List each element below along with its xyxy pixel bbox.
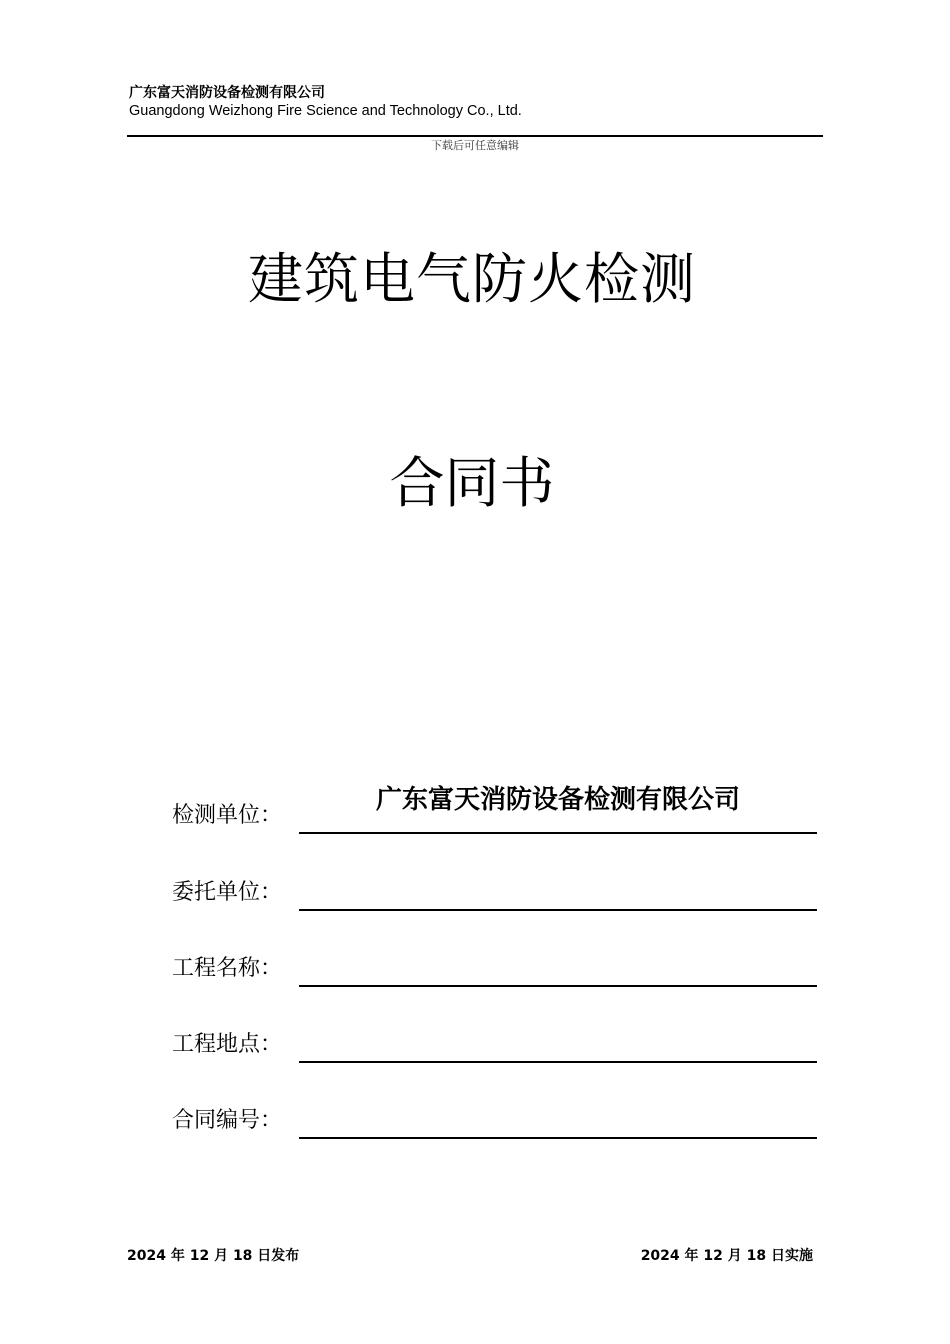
field-underline xyxy=(299,1137,817,1139)
field-client-unit xyxy=(172,859,817,911)
field-label: 工程名称： xyxy=(172,956,283,981)
field-project-name xyxy=(172,935,817,987)
document-subtitle: 合同书 xyxy=(389,451,555,515)
header-company-en: Guangdong Weizhong Fire Science and Technology Co., Ltd. xyxy=(129,103,522,119)
field-underline xyxy=(299,832,817,834)
field-label: 合同编号： xyxy=(172,1108,283,1133)
header-company-cn: 广东富天消防设备检测有限公司 xyxy=(129,85,325,101)
publish-date: 2024 年 12 月 18 日发布 xyxy=(127,1248,300,1264)
field-underline xyxy=(299,985,817,987)
document-title: 建筑电气防火检测 xyxy=(247,247,696,311)
field-underline xyxy=(299,1061,817,1063)
field-contract-number xyxy=(172,1087,817,1139)
field-testing-unit xyxy=(172,782,817,834)
edit-note: 下载后可任意编辑 xyxy=(431,139,519,152)
field-label: 工程地点： xyxy=(172,1032,283,1057)
field-underline xyxy=(299,909,817,911)
field-value[interactable]: 广东富天消防设备检测有限公司 xyxy=(375,785,740,815)
field-label: 委托单位： xyxy=(172,880,283,905)
field-label: 检测单位： xyxy=(172,803,283,828)
effective-date: 2024 年 12 月 18 日实施 xyxy=(640,1248,813,1264)
field-project-location xyxy=(172,1011,817,1063)
header-divider xyxy=(127,135,823,137)
